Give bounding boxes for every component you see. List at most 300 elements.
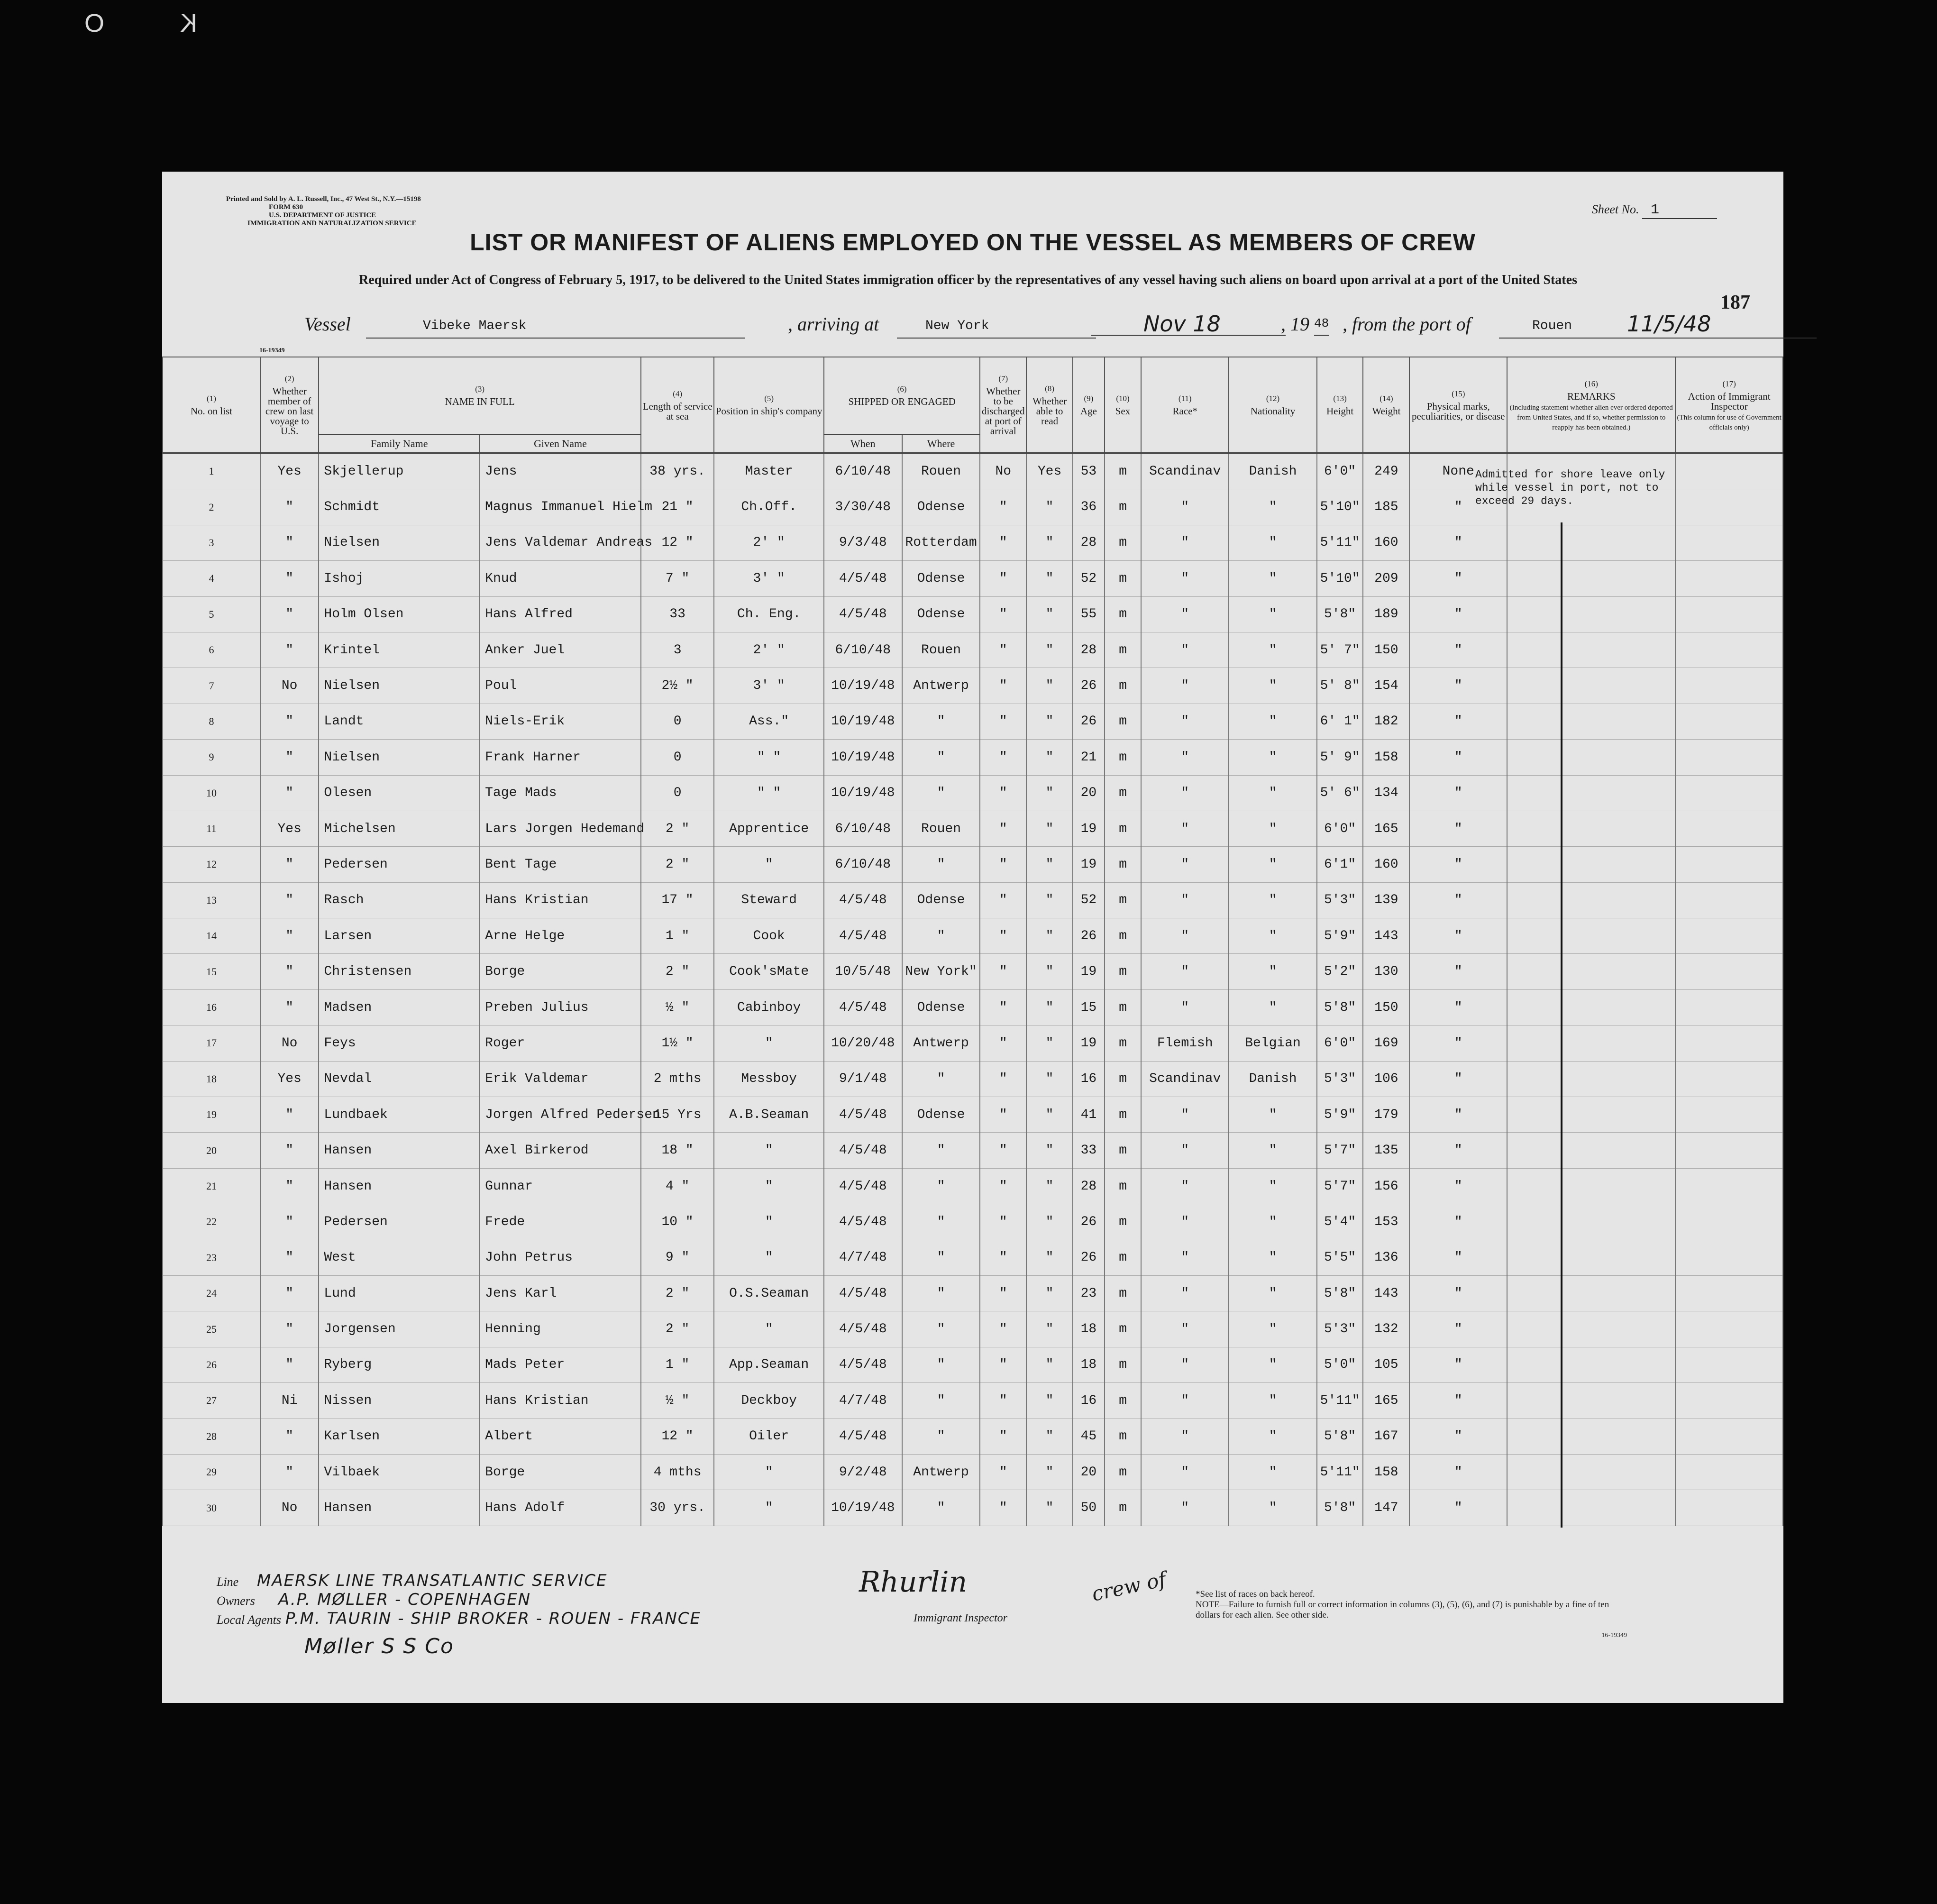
table-cell: " <box>980 1168 1026 1204</box>
table-cell: 6/10/48 <box>824 453 902 489</box>
table-cell: " <box>260 1275 319 1311</box>
table-cell: " <box>980 847 1026 882</box>
table-cell: " <box>1026 1097 1073 1133</box>
table-cell: 8 <box>163 704 260 739</box>
table-cell: " <box>260 775 319 811</box>
table-cell: " <box>260 847 319 882</box>
table-cell: " <box>714 847 824 882</box>
table-cell: West <box>319 1240 480 1275</box>
table-cell: " <box>714 1133 824 1168</box>
agents-value: P.M. TAURIN - SHIP BROKER - ROUEN - FRANCE <box>285 1609 701 1628</box>
table-row <box>163 1240 1783 1275</box>
vessel-line <box>304 313 1774 339</box>
table-cell: Belgian <box>1229 1025 1316 1061</box>
action-cell <box>1675 1097 1783 1133</box>
table-cell: 5'4" <box>1317 1204 1363 1240</box>
table-cell: Erik Valdemar <box>480 1061 641 1097</box>
table-cell: Ishoj <box>319 561 480 596</box>
film-edge-mark: KO <box>9 9 198 37</box>
table-cell: 15 Yrs <box>641 1097 714 1133</box>
table-cell: 5'8" <box>1317 1419 1363 1454</box>
table-cell: 4/7/48 <box>824 1240 902 1275</box>
table-cell: " <box>980 668 1026 704</box>
table-cell: " <box>714 1454 824 1490</box>
table-cell: 52 <box>1073 882 1105 918</box>
col-head-height: (13) Height <box>1317 357 1363 453</box>
table-cell: " <box>1229 1275 1316 1311</box>
table-cell: Karlsen <box>319 1419 480 1454</box>
table-cell: Mads Peter <box>480 1347 641 1382</box>
table-cell: " <box>1141 1383 1229 1419</box>
action-cell <box>1675 811 1783 846</box>
table-cell: 10/19/48 <box>824 668 902 704</box>
table-cell: 4/5/48 <box>824 1097 902 1133</box>
table-cell: 4/5/48 <box>824 1168 902 1204</box>
table-cell: Cabinboy <box>714 989 824 1025</box>
table-cell: " <box>714 1025 824 1061</box>
remarks-cell <box>1507 918 1675 954</box>
action-cell <box>1675 1168 1783 1204</box>
action-cell <box>1675 954 1783 989</box>
table-cell: Gunnar <box>480 1168 641 1204</box>
table-cell: " <box>1229 775 1316 811</box>
table-cell: Yes <box>260 811 319 846</box>
table-cell: 5'2" <box>1317 954 1363 989</box>
table-row <box>163 1133 1783 1168</box>
table-cell: m <box>1105 632 1141 668</box>
table-cell: 41 <box>1073 1097 1105 1133</box>
table-cell: 26 <box>1073 918 1105 954</box>
table-cell: 5'7" <box>1317 1133 1363 1168</box>
table-cell: Rouen <box>902 632 980 668</box>
table-cell: 132 <box>1363 1311 1409 1347</box>
table-cell: " <box>1409 1311 1507 1347</box>
col-head-action: (17) Action of Immigrant Inspector (This column for use of Government officials only) <box>1675 357 1783 453</box>
table-cell: " <box>1141 954 1229 989</box>
table-cell: 4/5/48 <box>824 918 902 954</box>
action-cell <box>1675 1240 1783 1275</box>
table-cell: 28 <box>1073 632 1105 668</box>
table-cell: 5'8" <box>1317 1275 1363 1311</box>
table-cell: " <box>1141 882 1229 918</box>
table-cell: " <box>260 1168 319 1204</box>
table-cell: Antwerp <box>902 1454 980 1490</box>
table-cell: Frede <box>480 1204 641 1240</box>
col-head-remarks: (16) REMARKS (Including statement whether alien ever ordered deported from United States, and if so, whether permission to reapply has been obtained.) <box>1507 357 1675 453</box>
remarks-cell <box>1507 1168 1675 1204</box>
table-cell: " <box>980 1275 1026 1311</box>
table-cell: App.Seaman <box>714 1347 824 1382</box>
sheet-number-value: 1 <box>1642 202 1717 219</box>
table-cell: m <box>1105 596 1141 632</box>
col-head-given-name: Given Name <box>480 434 641 453</box>
table-cell: Poul <box>480 668 641 704</box>
table-cell: " <box>902 1311 980 1347</box>
table-cell: 5' 8" <box>1317 668 1363 704</box>
table-cell: " <box>1229 489 1316 525</box>
table-cell: Ass." <box>714 704 824 739</box>
table-cell: m <box>1105 954 1141 989</box>
table-cell: " <box>980 918 1026 954</box>
table-cell: 10 " <box>641 1204 714 1240</box>
table-cell: 4/5/48 <box>824 989 902 1025</box>
table-cell: Niels-Erik <box>480 704 641 739</box>
action-cell <box>1675 918 1783 954</box>
table-cell: " <box>1229 882 1316 918</box>
table-cell: 38 yrs. <box>641 453 714 489</box>
table-cell: m <box>1105 1168 1141 1204</box>
table-cell: 18 <box>1073 1347 1105 1382</box>
table-cell: 249 <box>1363 453 1409 489</box>
table-cell: Preben Julius <box>480 989 641 1025</box>
table-cell: 15 <box>1073 989 1105 1025</box>
table-row <box>163 1347 1783 1382</box>
action-cell <box>1675 1133 1783 1168</box>
table-cell: " <box>1409 1240 1507 1275</box>
table-cell: " <box>1141 489 1229 525</box>
table-cell: " <box>902 847 980 882</box>
table-cell: 4 " <box>641 1168 714 1204</box>
table-cell: " <box>980 811 1026 846</box>
table-cell: Master <box>714 453 824 489</box>
table-cell: 158 <box>1363 1454 1409 1490</box>
col-head-nationality: (12) Nationality <box>1229 357 1316 453</box>
table-cell: Christensen <box>319 954 480 989</box>
table-cell: 9 <box>163 740 260 775</box>
table-cell: 156 <box>1363 1168 1409 1204</box>
table-cell: No <box>260 668 319 704</box>
table-cell: " <box>1229 989 1316 1025</box>
table-cell: " <box>714 1490 824 1526</box>
remarks-cell <box>1507 1204 1675 1240</box>
table-cell: " <box>1026 918 1073 954</box>
remarks-cell <box>1507 989 1675 1025</box>
table-cell: Rotterdam <box>902 525 980 560</box>
table-cell: 2 " <box>641 811 714 846</box>
table-cell: " <box>1229 1311 1316 1347</box>
remarks-cell <box>1507 740 1675 775</box>
remarks-cell <box>1507 596 1675 632</box>
table-row <box>163 561 1783 596</box>
table-cell: Vilbaek <box>319 1454 480 1490</box>
remarks-cell <box>1507 1454 1675 1490</box>
table-cell: Jens Valdemar Andreas <box>480 525 641 560</box>
table-cell: " " <box>714 740 824 775</box>
table-cell: " <box>1026 525 1073 560</box>
table-cell: " <box>980 1097 1026 1133</box>
table-cell: Odense <box>902 989 980 1025</box>
table-cell: Jens Karl <box>480 1275 641 1311</box>
remarks-cell <box>1507 1311 1675 1347</box>
table-cell: " <box>902 740 980 775</box>
printer-line: IMMIGRATION AND NATURALIZATION SERVICE <box>247 220 417 227</box>
table-cell: " <box>1026 1168 1073 1204</box>
table-cell: " <box>1026 1383 1073 1419</box>
table-cell: " <box>1141 1311 1229 1347</box>
table-cell: 5'9" <box>1317 1097 1363 1133</box>
owners-label: Owners <box>217 1594 255 1608</box>
table-cell: 5'10" <box>1317 489 1363 525</box>
footer-note <box>1196 1589 1622 1620</box>
table-cell: Tage Mads <box>480 775 641 811</box>
table-cell: 12 <box>163 847 260 882</box>
table-cell: 2' " <box>714 525 824 560</box>
table-cell: 4/5/48 <box>824 1311 902 1347</box>
col-head-family-name: Family Name <box>319 434 480 453</box>
table-cell: " <box>260 954 319 989</box>
table-cell: Oiler <box>714 1419 824 1454</box>
from-port-label: , from the port of <box>1343 313 1471 335</box>
table-cell: 10/19/48 <box>824 775 902 811</box>
table-cell: 28 <box>1073 525 1105 560</box>
table-cell: " <box>1026 954 1073 989</box>
table-cell: 179 <box>1363 1097 1409 1133</box>
table-cell: 150 <box>1363 632 1409 668</box>
table-cell: 3' " <box>714 561 824 596</box>
remarks-cell <box>1507 1097 1675 1133</box>
table-cell: 143 <box>1363 918 1409 954</box>
remarks-cell <box>1507 632 1675 668</box>
agents-label: Local Agents <box>217 1613 282 1627</box>
table-cell: 4 <box>163 561 260 596</box>
action-cell <box>1675 1490 1783 1526</box>
table-cell: " <box>1409 1419 1507 1454</box>
table-cell: 10/20/48 <box>824 1025 902 1061</box>
table-cell: 4 mths <box>641 1454 714 1490</box>
table-cell: " <box>902 1061 980 1097</box>
table-cell: Axel Birkerod <box>480 1133 641 1168</box>
table-cell: Jorgen Alfred Pedersen <box>480 1097 641 1133</box>
table-cell: 6 <box>163 632 260 668</box>
form-reference: 16-19349 <box>259 347 285 354</box>
table-cell: 182 <box>1363 704 1409 739</box>
table-cell: Henning <box>480 1311 641 1347</box>
table-cell: " <box>1409 561 1507 596</box>
table-cell: m <box>1105 1061 1141 1097</box>
table-cell: " <box>1229 525 1316 560</box>
table-cell: 158 <box>1363 740 1409 775</box>
table-row <box>163 1204 1783 1240</box>
table-cell: 5'11" <box>1317 525 1363 560</box>
table-cell: 2 mths <box>641 1061 714 1097</box>
table-cell: 12 " <box>641 525 714 560</box>
table-cell: 21 " <box>641 489 714 525</box>
table-cell: Lundbaek <box>319 1097 480 1133</box>
table-cell: 5'8" <box>1317 1490 1363 1526</box>
table-cell: " <box>902 1383 980 1419</box>
table-cell: Antwerp <box>902 668 980 704</box>
table-cell: 5'5" <box>1317 1240 1363 1275</box>
table-cell: " <box>902 1419 980 1454</box>
table-row <box>163 740 1783 775</box>
table-cell: " <box>1229 1204 1316 1240</box>
table-cell: Olesen <box>319 775 480 811</box>
table-cell: 26 <box>1073 704 1105 739</box>
table-cell: " <box>1409 1204 1507 1240</box>
table-cell: " <box>902 1133 980 1168</box>
page-number: 187 <box>1720 292 1750 313</box>
page-subtitle: Required under Act of Congress of February 5, 1917, to be delivered to the United States immigration officer by the representatives of any vessel having such aliens on board upon arrival at a port of the United States <box>359 273 1577 287</box>
action-cell <box>1675 1454 1783 1490</box>
table-cell: 135 <box>1363 1133 1409 1168</box>
table-cell: " <box>1141 704 1229 739</box>
table-cell: " <box>1229 1097 1316 1133</box>
table-cell: " <box>1229 847 1316 882</box>
table-cell: 6/10/48 <box>824 811 902 846</box>
table-cell: " <box>1026 811 1073 846</box>
action-cell <box>1675 989 1783 1025</box>
footer <box>162 1565 1783 1693</box>
table-cell: " <box>1026 489 1073 525</box>
table-cell: m <box>1105 882 1141 918</box>
footer-form-number: 16-19349 <box>1601 1632 1627 1639</box>
table-cell: Odense <box>902 489 980 525</box>
table-cell: Rouen <box>902 811 980 846</box>
table-cell: 4/5/48 <box>824 1204 902 1240</box>
table-cell: " <box>980 525 1026 560</box>
table-cell: 5'8" <box>1317 596 1363 632</box>
table-cell: 5 <box>163 596 260 632</box>
sheet-number-label: Sheet No. <box>1591 202 1639 216</box>
table-cell: " <box>1026 847 1073 882</box>
col-head-when: When <box>824 434 902 453</box>
table-cell: 5'3" <box>1317 882 1363 918</box>
table-cell: 5'11" <box>1317 1383 1363 1419</box>
table-cell: 185 <box>1363 489 1409 525</box>
table-cell: " <box>1229 704 1316 739</box>
table-cell: 9 " <box>641 1240 714 1275</box>
remarks-cell <box>1507 775 1675 811</box>
table-cell: 20 <box>163 1133 260 1168</box>
remarks-cell <box>1507 525 1675 560</box>
table-cell: 147 <box>1363 1490 1409 1526</box>
table-cell: Skjellerup <box>319 453 480 489</box>
remarks-ditto-line <box>1561 522 1562 1528</box>
table-cell: " <box>1229 561 1316 596</box>
table-cell: " <box>1026 1204 1073 1240</box>
table-cell: 10/19/48 <box>824 704 902 739</box>
table-cell: " <box>980 740 1026 775</box>
action-cell <box>1675 1061 1783 1097</box>
table-cell: 160 <box>1363 525 1409 560</box>
table-row <box>163 954 1783 989</box>
table-cell: " <box>714 1204 824 1240</box>
table-cell: Nielsen <box>319 740 480 775</box>
table-cell: 154 <box>1363 668 1409 704</box>
table-cell: " <box>1409 1061 1507 1097</box>
table-cell: 0 <box>641 740 714 775</box>
table-row <box>163 1383 1783 1419</box>
table-cell: 10/19/48 <box>824 740 902 775</box>
table-cell: Scandinav <box>1141 1061 1229 1097</box>
remarks-cell <box>1507 668 1675 704</box>
table-cell: m <box>1105 1204 1141 1240</box>
col-head-discharged: (7) Whether to be discharged at port of arrival <box>980 357 1026 453</box>
table-cell: 5' 9" <box>1317 740 1363 775</box>
table-cell: Krintel <box>319 632 480 668</box>
table-cell: " <box>1409 596 1507 632</box>
table-cell: 13 <box>163 882 260 918</box>
table-cell: " <box>1409 668 1507 704</box>
table-cell: " <box>260 704 319 739</box>
manifest-sheet <box>162 172 1783 1703</box>
table-cell: " <box>1141 1454 1229 1490</box>
table-cell: Knud <box>480 561 641 596</box>
table-cell: " <box>714 1168 824 1204</box>
table-cell: " <box>1026 1419 1073 1454</box>
col-head-where: Where <box>902 434 980 453</box>
table-cell: New York" <box>902 954 980 989</box>
table-cell: 18 <box>163 1061 260 1097</box>
printer-imprint <box>226 195 421 228</box>
table-cell: 16 <box>1073 1061 1105 1097</box>
table-row <box>163 1454 1783 1490</box>
table-cell: " <box>714 1311 824 1347</box>
table-cell: m <box>1105 775 1141 811</box>
table-cell: " <box>1026 1311 1073 1347</box>
table-cell: No <box>260 1025 319 1061</box>
table-cell: 12 " <box>641 1419 714 1454</box>
table-cell: " <box>1026 775 1073 811</box>
table-cell: Nevdal <box>319 1061 480 1097</box>
table-cell: " <box>1026 1240 1073 1275</box>
table-cell: 18 " <box>641 1133 714 1168</box>
table-cell: 150 <box>1363 989 1409 1025</box>
table-cell: 5'8" <box>1317 989 1363 1025</box>
table-cell: 4/5/48 <box>824 1347 902 1382</box>
table-cell: " <box>260 632 319 668</box>
table-cell: 10/5/48 <box>824 954 902 989</box>
table-cell: " <box>1026 1347 1073 1382</box>
table-cell: " <box>260 1133 319 1168</box>
table-cell: 33 <box>1073 1133 1105 1168</box>
table-cell: 1 " <box>641 918 714 954</box>
table-cell: 105 <box>1363 1347 1409 1382</box>
table-cell: " <box>260 882 319 918</box>
table-row <box>163 775 1783 811</box>
table-cell: 23 <box>1073 1275 1105 1311</box>
table-cell: 139 <box>1363 882 1409 918</box>
table-cell: Odense <box>902 882 980 918</box>
table-cell: " <box>1409 1097 1507 1133</box>
table-cell: " <box>1409 1133 1507 1168</box>
table-cell: " <box>980 1419 1026 1454</box>
page-title: LIST OR MANIFEST OF ALIENS EMPLOYED ON THE VESSEL AS MEMBERS OF CREW <box>470 229 1476 256</box>
col-head-age: (9) Age <box>1073 357 1105 453</box>
action-cell <box>1675 632 1783 668</box>
table-cell: " <box>1409 989 1507 1025</box>
table-cell: 5' 7" <box>1317 632 1363 668</box>
col-head-position: (5) Position in ship's company <box>714 357 824 453</box>
table-cell: Larsen <box>319 918 480 954</box>
table-cell: Ryberg <box>319 1347 480 1382</box>
remarks-cell <box>1507 1419 1675 1454</box>
table-cell: " <box>902 1347 980 1382</box>
table-cell: " <box>980 882 1026 918</box>
table-cell: " <box>1409 1168 1507 1204</box>
table-cell: " <box>902 1204 980 1240</box>
table-cell: Odense <box>902 561 980 596</box>
table-cell: 167 <box>1363 1419 1409 1454</box>
table-cell: " <box>1141 525 1229 560</box>
action-cell <box>1675 882 1783 918</box>
action-cell <box>1675 1419 1783 1454</box>
table-cell: Jorgensen <box>319 1311 480 1347</box>
table-cell: " <box>1229 632 1316 668</box>
table-cell: 26 <box>1073 668 1105 704</box>
action-cell <box>1675 847 1783 882</box>
crew-manifest-table <box>162 357 1783 1526</box>
